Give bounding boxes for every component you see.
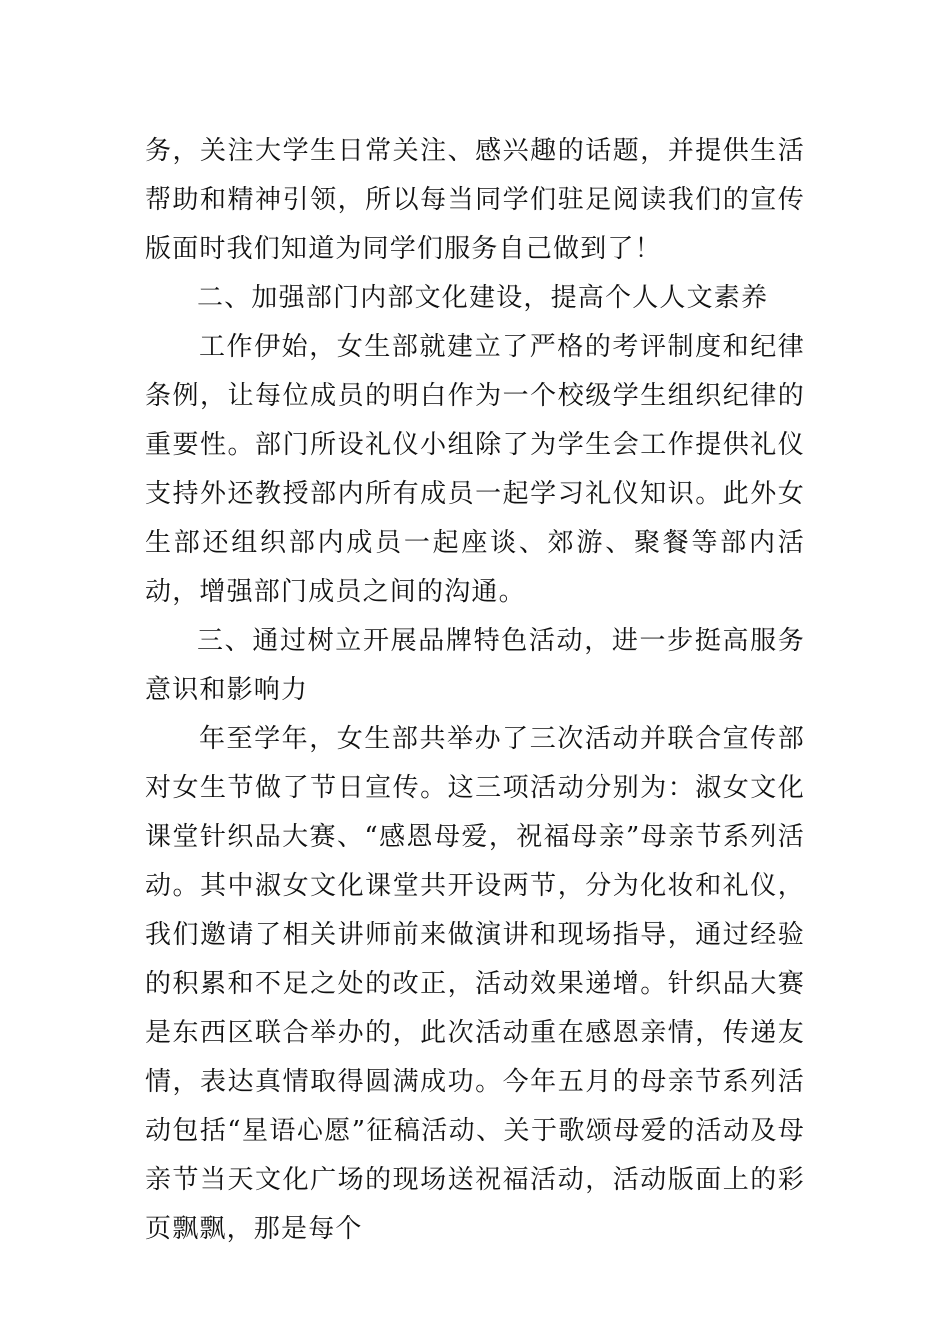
section-heading-2: 二、加强部门内部文化建设，提高个人人文素养: [197, 283, 769, 313]
section-heading-3: 三、通过树立开展品牌特色活动，进一步挺高服务意识和影响力: [145, 626, 805, 705]
paragraph-culture-building: 工作伊始，女生部就建立了严格的考评制度和纪律条例，让每位成员的明白作为一个校级学生组织纪律的重要性。部门所设礼仪小组除了为学生会工作提供礼仪支持外还教授部内所有成员一起学习礼仪知识。此外女生部还组织部内成员一起座谈、郊游、聚餐等部内活动，增强部门成员之间的沟通。: [145, 332, 805, 607]
document-body: [145, 127, 805, 1254]
paragraph-activities: 年至学年，女生部共举办了三次活动并联合宣传部对女生节做了节日宣传。这三项活动分别为：淑女文化课堂针织品大赛、“感恩母爱，祝福母亲”母亲节系列活动。其中淑女文化课堂共开设两节，分为化妆和礼仪，我们邀请了相关讲师前来做演讲和现场指导，通过经验的积累和不足之处的改正，活动效果递增。针织品大赛是东西区联合举办的，此次活动重在感恩亲情，传递友情，表达真情取得圆满成功。今年五月的母亲节系列活动包括“星语心愿”征稿活动、关于歌颂母爱的活动及母亲节当天文化广场的现场送祝福活动，活动版面上的彩页飘飘，那是每个: [145, 724, 805, 1244]
paragraph-continuation: 务，关注大学生日常关注、感兴趣的话题，并提供生活帮助和精神引领，所以每当同学们驻足阅读我们的宣传版面时我们知道为同学们服务自己做到了！: [145, 136, 805, 264]
